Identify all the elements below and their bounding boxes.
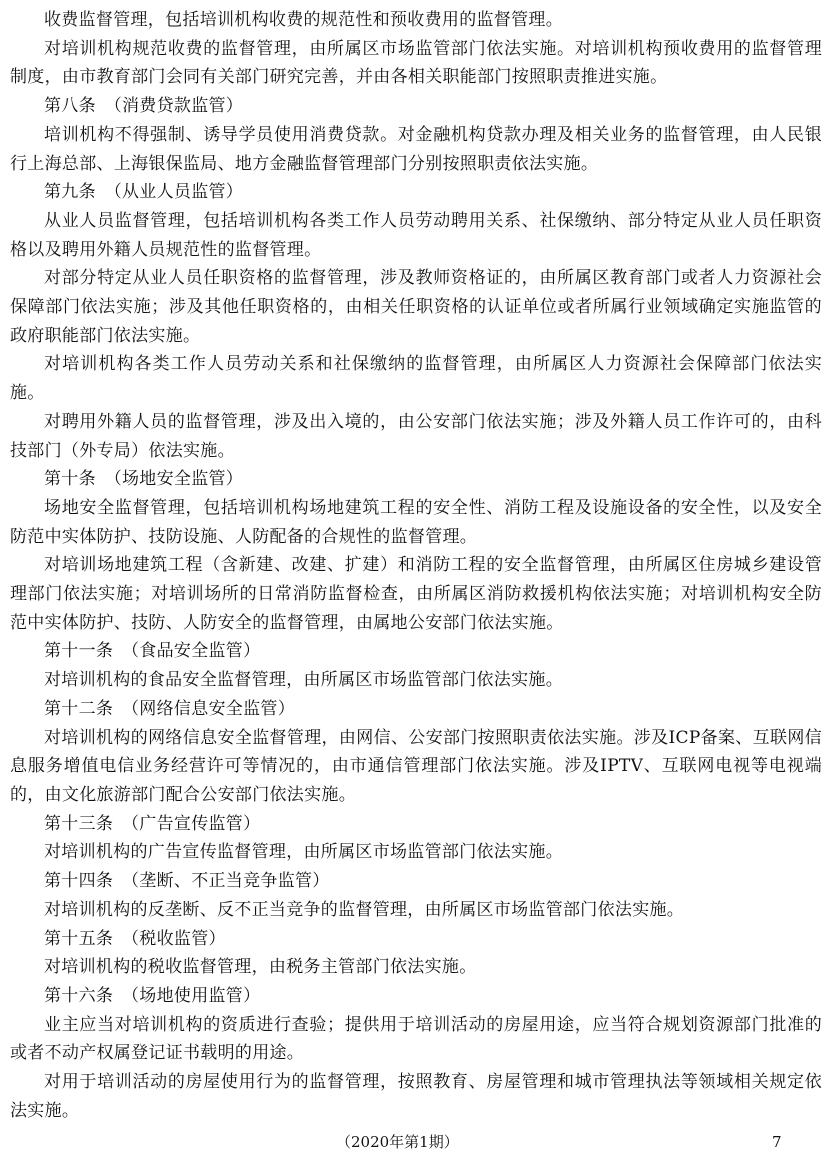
paragraph: 从业人员监督管理，包括培训机构各类工作人员劳动聘用关系、社保缴纳、部分特定从业人员任职资格以及聘用外籍人员规范性的监督管理。 (10, 210, 822, 260)
article-heading-13: 第十三条 （广告宣传监管） (44, 813, 261, 834)
paragraph: 对培训机构的税收监督管理，由税务主管部门依法实施。 (44, 957, 477, 978)
article-heading-16: 第十六条 （场地使用监管） (44, 985, 261, 1006)
paragraph: 业主应当对培训机构的资质进行查验；提供用于培训活动的房屋用途，应当符合规划资源部门批准的或者不动产权属登记证书载明的用途。 (10, 1014, 822, 1064)
article-heading-12: 第十二条 （网络信息安全监管） (44, 698, 295, 719)
paragraph: 对培训机构规范收费的监督管理，由所属区市场监管部门依法实施。对培训机构预收费用的监督管理制度，由市教育部门会同有关部门研究完善，并由各相关职能部门按照职责推进实施。 (10, 38, 822, 88)
paragraph: 对培训机构的反垄断、反不正当竞争的监督管理，由所属区市场监管部门依法实施。 (44, 899, 685, 920)
paragraph: 对培训机构的网络信息安全监督管理，由网信、公安部门按照职责依法实施。涉及ICP备案、互联网信息服务增值电信业务经营许可等情况的，由市通信管理部门依法实施。涉及IPTV、互联网电视等电视端的，由文化旅游部门配合公安部门依法实施。 (10, 727, 822, 805)
article-heading-9: 第九条 （从业人员监管） (44, 182, 244, 203)
paragraph: 对培训机构各类工作人员劳动关系和社保缴纳的监督管理，由所属区人力资源社会保障部门依法实施。 (10, 354, 822, 404)
paragraph: 对培训机构的食品安全监督管理，由所属区市场监管部门依法实施。 (44, 670, 563, 691)
article-heading-15: 第十五条 （税收监管） (44, 928, 226, 949)
document-body (10, 6, 822, 1125)
paragraph: 对部分特定从业人员任职资格的监督管理，涉及教师资格证的，由所属区教育部门或者人力资源社会保障部门依法实施；涉及其他任职资格的，由相关任职资格的认证单位或者所属行业领域确定实施监管的政府职能部门依法实施。 (10, 268, 822, 346)
paragraph: 对培训场地建筑工程（含新建、改建、扩建）和消防工程的安全监督管理，由所属区住房城乡建设管理部门依法实施；对培训场所的日常消防监督检查，由所属区消防救援机构依法实施；对培训机构安全防范中实体防护、技防、人防安全的监督管理，由属地公安部门依法实施。 (10, 555, 822, 633)
page-number: 7 (772, 1133, 782, 1151)
article-heading-14: 第十四条 （垄断、不正当竞争监管） (44, 871, 330, 892)
paragraph: 对培训机构的广告宣传监督管理，由所属区市场监管部门依法实施。 (44, 842, 563, 863)
paragraph: 对聘用外籍人员的监督管理，涉及出入境的，由公安部门依法实施；涉及外籍人员工作许可的，由科技部门（外专局）依法实施。 (10, 411, 822, 461)
paragraph: 收费监督管理，包括培训机构收费的规范性和预收费用的监督管理。 (44, 10, 563, 30)
paragraph: 培训机构不得强制、诱导学员使用消费贷款。对金融机构贷款办理及相关业务的监督管理，由人民银行上海总部、上海银保监局、地方金融监督管理部门分别按照职责依法实施。 (10, 124, 822, 174)
article-heading-8: 第八条 （消费贷款监管） (44, 96, 244, 117)
article-heading-10: 第十条 （场地安全监管） (44, 469, 244, 490)
paragraph: 场地安全监督管理，包括培训机构场地建筑工程的安全性、消防工程及设施设备的安全性，以及安全防范中实体防护、技防设施、人防配备的合规性的监督管理。 (10, 497, 822, 547)
issue-label: （2020年第1期） (336, 1133, 459, 1151)
paragraph: 对用于培训活动的房屋使用行为的监督管理，按照教育、房屋管理和城市管理执法等领域相关规定依法实施。 (10, 1072, 822, 1121)
article-heading-11: 第十一条 （食品安全监管） (44, 641, 261, 662)
page-footer (0, 1130, 827, 1154)
